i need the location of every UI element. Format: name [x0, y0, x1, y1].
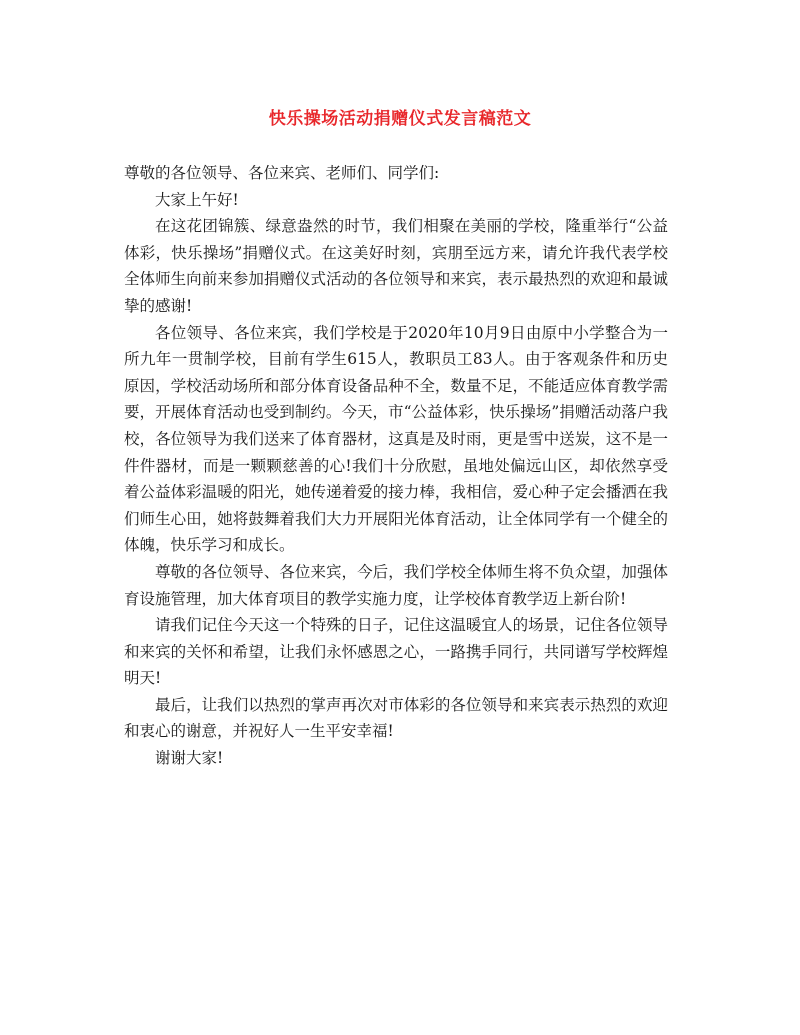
paragraph-remember: 请我们记住今天这一个特殊的日子，记住这温暖宜人的场景，记住各位领导和来宾的关怀和希望，让我们永怀感恩之心，一路携手同行，共同谱写学校辉煌明天!: [124, 616, 668, 688]
document-title: 快乐操场活动捐赠仪式发言稿范文: [268, 109, 532, 129]
paragraph-thanks: 谢谢大家!: [155, 749, 224, 768]
salutation: 尊敬的各位领导、各位来宾、老师们、同学们:: [124, 164, 440, 182]
document-body: [124, 160, 668, 772]
paragraph-commitment: 尊敬的各位领导、各位来宾，今后，我们学校全体师生将不负众望，加强体育设施管理，加大体育项目的教学实施力度，让学校体育教学迈上新台阶!: [124, 562, 668, 608]
paragraph-school-background: 各位领导、各位来宾，我们学校是于2020年10月9日由原中小学整合为一所九年一贯制学校，目前有学生615人，教职员工83人。由于客观条件和历史原因，学校活动场所和部分体育设备品种不全，数量不足，不能适应体育教学需要，开展体育活动也受到制约。今天，市“公益体彩，快乐操场”捐赠活动落户我校，各位领导为我们送来了体育器材，这真是及时雨，更是雪中送炭，这不是一件件器材，而是一颗颗慈善的心!我们十分欣慰，虽地处偏远山区，却依然享受着公益体彩温暖的阳光，她传递着爱的接力棒，我相信，爱心种子定会播洒在我们师生心田，她将鼓舞着我们大力开展阳光体育活动，让全体同学有一个健全的体魄，快乐学习和成长。: [124, 323, 668, 555]
paragraph-greeting: 大家上午好!: [155, 190, 239, 209]
paragraph-closing: 最后，让我们以热烈的掌声再次对市体彩的各位领导和来宾表示热烈的欢迎和衷心的谢意，并祝好人一生平安幸福!: [124, 695, 668, 741]
paragraph-welcome: 在这花团锦簇、绿意盎然的时节，我们相聚在美丽的学校，隆重举行“公益体彩，快乐操场”捐赠仪式。在这美好时刻，宾朋至远方来，请允许我代表学校全体师生向前来参加捐赠仪式活动的各位领导和来宾，表示最热烈的欢迎和最诚挚的感谢!: [124, 217, 668, 315]
